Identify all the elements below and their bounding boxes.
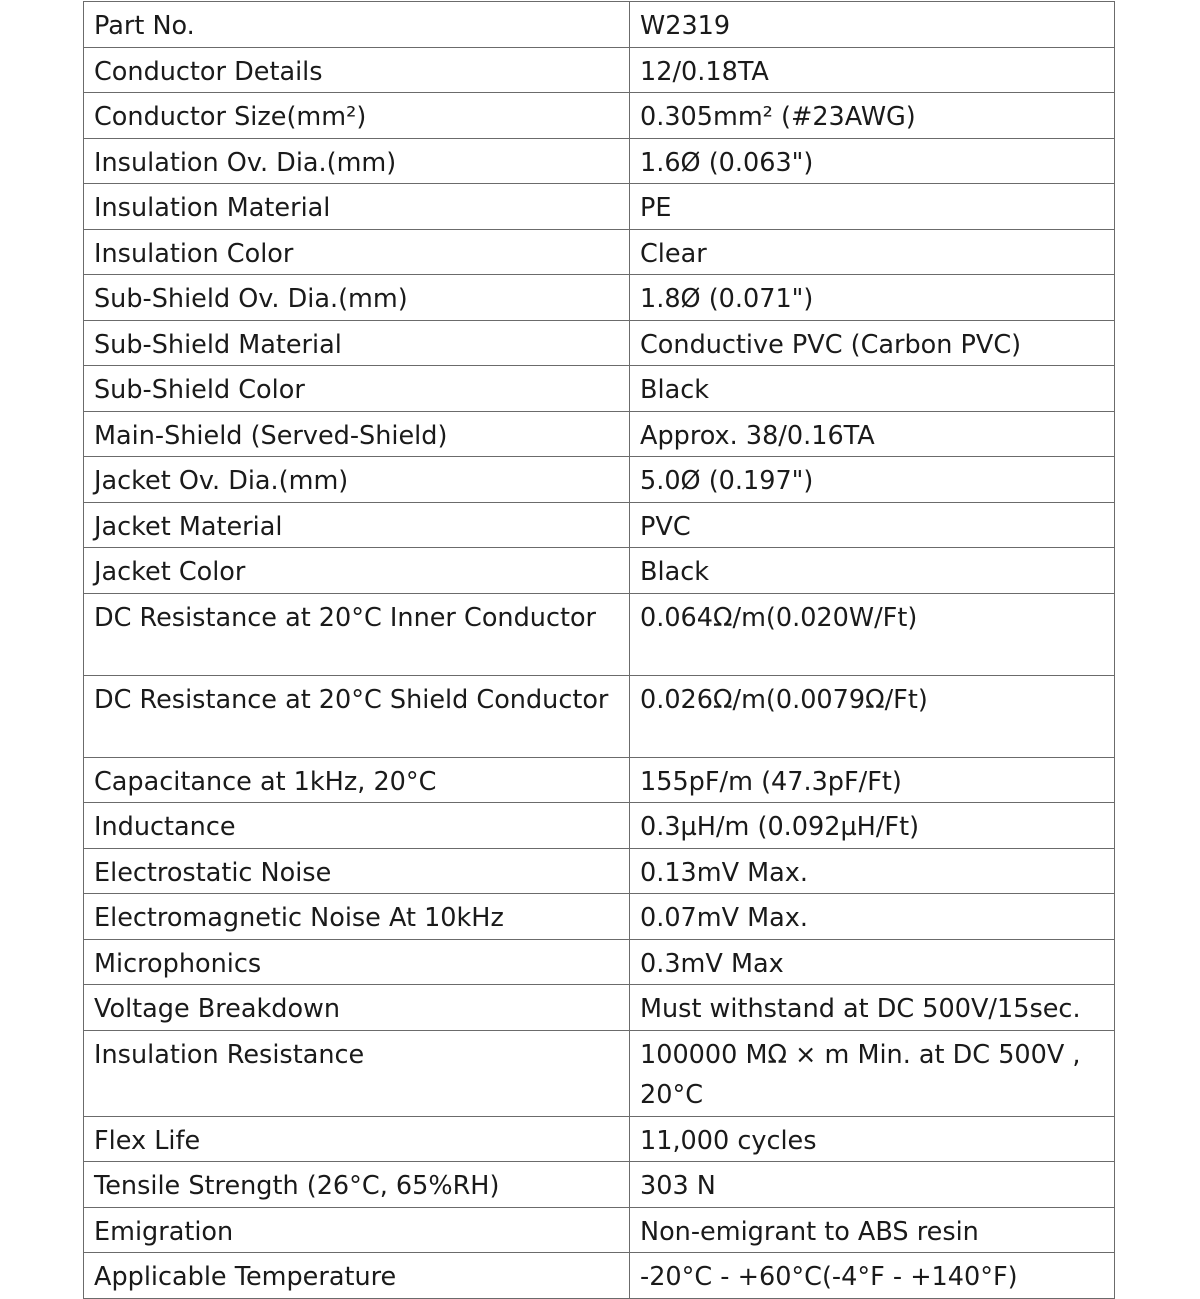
spec-value: Conductive PVC (Carbon PVC)	[630, 320, 1115, 366]
spec-label: Sub-Shield Ov. Dia.(mm)	[84, 275, 630, 321]
spec-label: Part No.	[84, 2, 630, 48]
table-row	[84, 411, 1115, 457]
spec-label: Tensile Strength (26°C, 65%RH)	[84, 1162, 630, 1208]
spec-value: 1.6Ø (0.063")	[630, 138, 1115, 184]
spec-label: Conductor Details	[84, 47, 630, 93]
spec-value: 0.026Ω/m(0.0079Ω/Ft)	[630, 675, 1115, 757]
spec-value: Black	[630, 366, 1115, 412]
spec-value: 5.0Ø (0.197")	[630, 457, 1115, 503]
spec-label: Main-Shield (Served-Shield)	[84, 411, 630, 457]
table-row	[84, 939, 1115, 985]
spec-value: Clear	[630, 229, 1115, 275]
table-row	[84, 1116, 1115, 1162]
spec-value: 11,000 cycles	[630, 1116, 1115, 1162]
table-row	[84, 1253, 1115, 1299]
spec-label: Jacket Color	[84, 548, 630, 594]
table-row	[84, 47, 1115, 93]
spec-table	[83, 1, 1115, 1299]
spec-value: 155pF/m (47.3pF/Ft)	[630, 757, 1115, 803]
spec-label: Insulation Color	[84, 229, 630, 275]
spec-label: Flex Life	[84, 1116, 630, 1162]
spec-label: Electrostatic Noise	[84, 848, 630, 894]
spec-value: 1.8Ø (0.071")	[630, 275, 1115, 321]
spec-label: DC Resistance at 20°C Inner Conductor	[84, 593, 630, 675]
spec-label: Jacket Ov. Dia.(mm)	[84, 457, 630, 503]
spec-value: PVC	[630, 502, 1115, 548]
table-row	[84, 184, 1115, 230]
table-row	[84, 803, 1115, 849]
spec-label: Insulation Resistance	[84, 1030, 630, 1116]
table-row	[84, 457, 1115, 503]
spec-label: Insulation Ov. Dia.(mm)	[84, 138, 630, 184]
spec-value: 0.07mV Max.	[630, 894, 1115, 940]
spec-label: Inductance	[84, 803, 630, 849]
table-row	[84, 985, 1115, 1031]
spec-label: Conductor Size(mm²)	[84, 93, 630, 139]
spec-label: Sub-Shield Color	[84, 366, 630, 412]
table-row	[84, 548, 1115, 594]
table-row	[84, 320, 1115, 366]
spec-label: Emigration	[84, 1207, 630, 1253]
table-row	[84, 138, 1115, 184]
spec-value: W2319	[630, 2, 1115, 48]
table-row	[84, 675, 1115, 757]
spec-label: Electromagnetic Noise At 10kHz	[84, 894, 630, 940]
table-row	[84, 848, 1115, 894]
spec-value: PE	[630, 184, 1115, 230]
spec-value: 0.305mm² (#23AWG)	[630, 93, 1115, 139]
spec-value: -20°C - +60°C(-4°F - +140°F)	[630, 1253, 1115, 1299]
table-row	[84, 1207, 1115, 1253]
spec-value: 0.3µH/m (0.092µH/Ft)	[630, 803, 1115, 849]
table-row	[84, 894, 1115, 940]
table-row	[84, 229, 1115, 275]
spec-value: 303 N	[630, 1162, 1115, 1208]
spec-value: Black	[630, 548, 1115, 594]
table-row	[84, 1030, 1115, 1116]
table-row	[84, 1162, 1115, 1208]
spec-label: Sub-Shield Material	[84, 320, 630, 366]
spec-label: Voltage Breakdown	[84, 985, 630, 1031]
table-row	[84, 593, 1115, 675]
spec-value: 0.3mV Max	[630, 939, 1115, 985]
table-row	[84, 502, 1115, 548]
table-row	[84, 757, 1115, 803]
spec-value: Must withstand at DC 500V/15sec.	[630, 985, 1115, 1031]
spec-value: 0.064Ω/m(0.020W/Ft)	[630, 593, 1115, 675]
spec-table-body	[84, 2, 1115, 1299]
spec-label: Microphonics	[84, 939, 630, 985]
spec-value: 12/0.18TA	[630, 47, 1115, 93]
spec-value: 0.13mV Max.	[630, 848, 1115, 894]
table-row	[84, 2, 1115, 48]
spec-label: DC Resistance at 20°C Shield Conductor	[84, 675, 630, 757]
spec-label: Insulation Material	[84, 184, 630, 230]
spec-value: Non-emigrant to ABS resin	[630, 1207, 1115, 1253]
spec-label: Applicable Temperature	[84, 1253, 630, 1299]
spec-value: 100000 MΩ × m Min. at DC 500V , 20°C	[630, 1030, 1115, 1116]
spec-value: Approx. 38/0.16TA	[630, 411, 1115, 457]
spec-label: Capacitance at 1kHz, 20°C	[84, 757, 630, 803]
spec-label: Jacket Material	[84, 502, 630, 548]
table-row	[84, 93, 1115, 139]
table-row	[84, 275, 1115, 321]
table-row	[84, 366, 1115, 412]
